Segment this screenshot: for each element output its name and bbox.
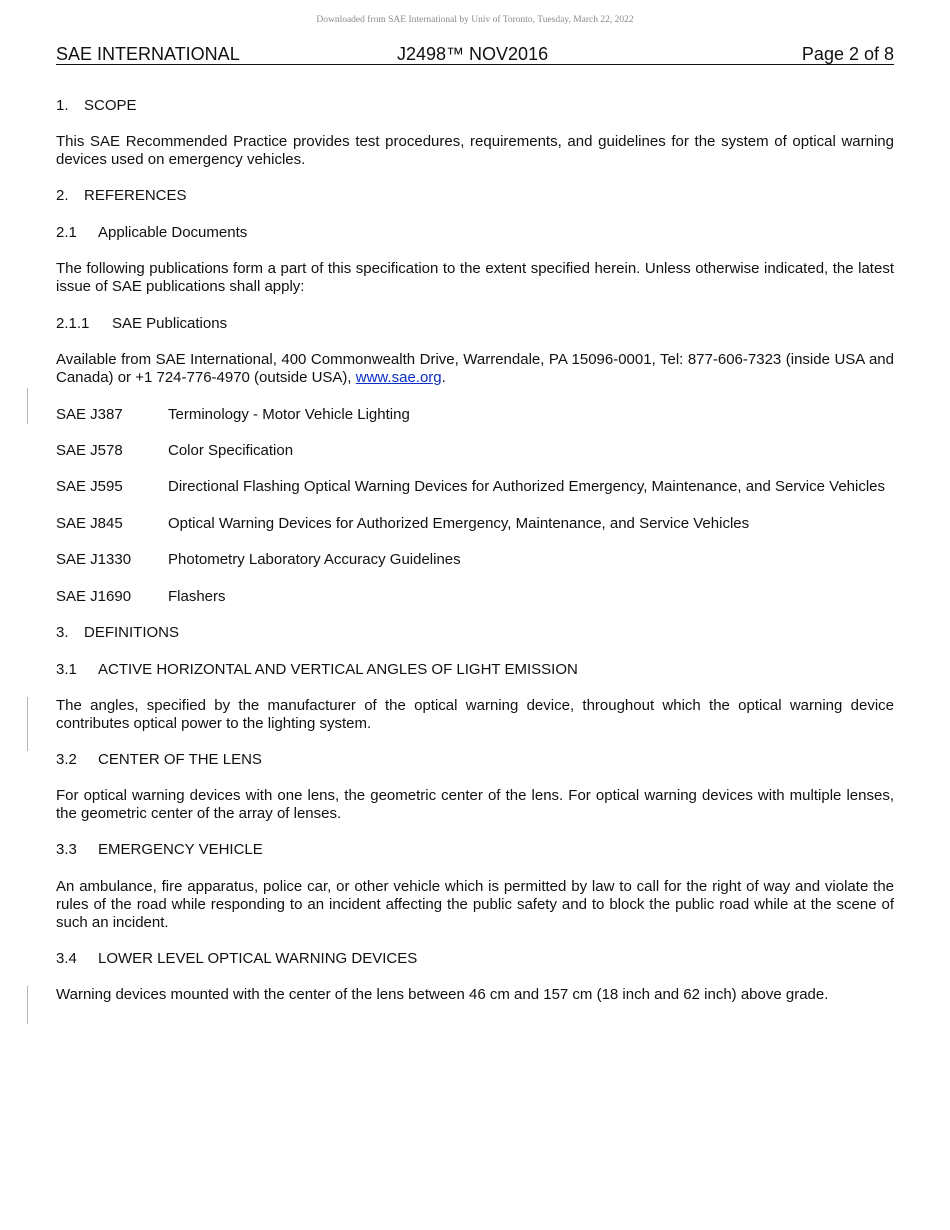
header-page-number: Page 2 of 8 — [801, 44, 894, 64]
reference-item — [56, 551, 894, 569]
definition-text: An ambulance, fire apparatus, police car, or other vehicle which is permitted by law to call for the right of way and violate the rules of the road while responding to an incident affecting the public safety and to block the public road while at the scene of such an incident. — [56, 878, 894, 931]
definition-number: 3.2 — [56, 751, 77, 768]
reference-code: SAE J1690 — [56, 588, 132, 605]
definition-number: 3.1 — [56, 661, 77, 678]
definition-title: EMERGENCY VEHICLE — [98, 841, 263, 858]
scope-paragraph: This SAE Recommended Practice provides test procedures, requirements, and guidelines for the system of optical warning devices used on emergency vehicles. — [56, 133, 894, 168]
reference-code: SAE J845 — [56, 515, 123, 532]
section-number: 1. — [56, 97, 69, 114]
sae-address-period: . — [441, 369, 446, 386]
subsection-heading-applicable-documents — [56, 224, 894, 242]
subsection-heading-sae-publications — [56, 315, 894, 333]
section-title: REFERENCES — [84, 187, 187, 204]
section-number: 2. — [56, 187, 69, 204]
sae-address-text: Available from SAE International, 400 Commonwealth Drive, Warrendale, PA 15096-0001, Tel: 877-606-7323 (inside USA and Canada) or +1 724-776-4970 (outside USA), — [56, 351, 894, 386]
reference-title: Flashers — [168, 588, 226, 605]
definition-number: 3.4 — [56, 950, 77, 967]
change-bar — [27, 388, 28, 424]
reference-code: SAE J595 — [56, 478, 123, 495]
section-heading-scope — [56, 97, 894, 115]
applicable-documents-paragraph: The following publications form a part of this specification to the extent specified herein. Unless otherwise indicated, the latest issue of SAE publications shall apply: — [56, 260, 894, 295]
reference-item — [56, 406, 894, 424]
reference-code: SAE J1330 — [56, 551, 132, 568]
reference-code: SAE J387 — [56, 406, 123, 423]
reference-code: SAE J578 — [56, 442, 123, 459]
definition-heading — [56, 950, 894, 968]
section-title: DEFINITIONS — [84, 624, 180, 641]
page-header — [56, 44, 894, 65]
definition-title: LOWER LEVEL OPTICAL WARNING DEVICES — [98, 950, 418, 967]
definition-heading — [56, 751, 894, 769]
definition-title: ACTIVE HORIZONTAL AND VERTICAL ANGLES OF LIGHT EMISSION — [98, 661, 578, 678]
definition-title: CENTER OF THE LENS — [98, 751, 262, 768]
definition-heading — [56, 841, 894, 859]
download-watermark: Downloaded from SAE International by Univ of Toronto, Tuesday, March 22, 2022 — [316, 15, 634, 25]
reference-item — [56, 515, 894, 533]
header-document-id: J2498™ NOV2016 — [397, 44, 549, 64]
definition-text: The angles, specified by the manufacturer of the optical warning device, throughout which the optical warning device contributes optical power to the lighting system. — [56, 697, 894, 732]
subsection-title: SAE Publications — [112, 315, 228, 332]
definition-number: 3.3 — [56, 841, 77, 858]
reference-title: Directional Flashing Optical Warning Devices for Authorized Emergency, Maintenance, and Service Vehicles — [168, 478, 886, 495]
definition-heading — [56, 661, 894, 679]
subsection-number: 2.1 — [56, 224, 77, 241]
change-bar — [27, 697, 28, 751]
subsection-number: 2.1.1 — [56, 315, 90, 332]
sae-publications-paragraph — [56, 351, 894, 387]
reference-title: Photometry Laboratory Accuracy Guidelines — [168, 551, 461, 568]
reference-title: Color Specification — [168, 442, 294, 459]
reference-title: Terminology - Motor Vehicle Lighting — [168, 406, 410, 423]
section-heading-definitions — [56, 624, 894, 642]
change-bar — [27, 986, 28, 1024]
reference-item — [56, 588, 894, 606]
section-heading-references — [56, 187, 894, 205]
section-title: SCOPE — [84, 97, 137, 114]
reference-item — [56, 478, 894, 496]
reference-item — [56, 442, 894, 460]
section-number: 3. — [56, 624, 69, 641]
definition-text: For optical warning devices with one lens, the geometric center of the lens. For optical warning devices with multiple lenses, the geometric center of the array of lenses. — [56, 787, 894, 822]
reference-title: Optical Warning Devices for Authorized Emergency, Maintenance, and Service Vehicles — [168, 515, 750, 532]
document-body — [56, 97, 894, 1004]
subsection-title: Applicable Documents — [98, 224, 248, 241]
sae-website-link[interactable]: www.sae.org — [355, 369, 442, 386]
header-publisher: SAE INTERNATIONAL — [56, 44, 240, 64]
definition-text: Warning devices mounted with the center of the lens between 46 cm and 157 cm (18 inch and 62 inch) above grade. — [56, 986, 829, 1003]
